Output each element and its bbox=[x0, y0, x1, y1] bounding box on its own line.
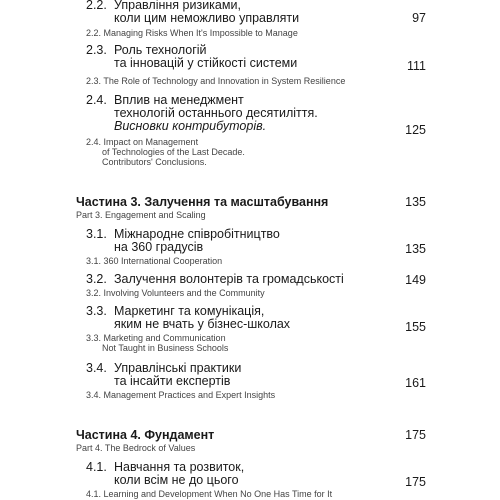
toc-entry-3-4-title bbox=[86, 362, 241, 388]
section-code: 3.1. bbox=[86, 227, 107, 241]
section-code: 2.2. bbox=[86, 0, 107, 12]
title-line: та інсайти експертів bbox=[114, 374, 231, 388]
toc-entry-3-2-english: 3.2. Involving Volunteers and the Community bbox=[86, 288, 265, 298]
title-line: Управлінські практики bbox=[114, 361, 242, 375]
toc-entry-2-4-title bbox=[86, 94, 318, 133]
title-line: Навчання та розвиток, bbox=[114, 460, 245, 474]
toc-entry-2-3-english: 2.3. The Role of Technology and Innovation in System Resilience bbox=[86, 76, 346, 86]
page-number: 111 bbox=[406, 59, 426, 73]
page-number: 175 bbox=[405, 428, 426, 442]
section-code: 3.2. bbox=[86, 272, 107, 286]
page-number: 175 bbox=[405, 475, 426, 489]
page-number: 97 bbox=[412, 11, 426, 25]
title-line: яким не вчать у бізнес-школах bbox=[114, 317, 291, 331]
title-line: Міжнародне співробітництво bbox=[114, 227, 280, 241]
title-line: Вплив на менеджмент bbox=[114, 93, 244, 107]
english-line: Not Taught in Business Schools bbox=[102, 343, 229, 353]
toc-entry-4-1-english: 4.1. Learning and Development When No One Has Time for It bbox=[86, 489, 333, 499]
part-3-title: Частина 3. Залучення та масштабування bbox=[76, 195, 329, 209]
title-line: Висновки контрибуторів. bbox=[114, 119, 267, 133]
toc-entry-2-2-title bbox=[86, 0, 299, 25]
page-number: 125 bbox=[405, 123, 426, 137]
toc-entry-2-3-title bbox=[86, 44, 297, 70]
toc-entry-2-4-english bbox=[86, 137, 245, 167]
title-line: Маркетинг та комунікація, bbox=[114, 304, 265, 318]
section-code: 2.4. bbox=[86, 93, 107, 107]
title-line: коли цим неможливо управляти bbox=[114, 11, 300, 25]
part-3-english: Part 3. Engagement and Scaling bbox=[76, 210, 206, 220]
toc-entry-3-2-title bbox=[86, 273, 344, 286]
title-line: Залучення волонтерів та громадськості bbox=[114, 272, 344, 286]
english-line: Contributors' Conclusions. bbox=[102, 157, 207, 167]
toc-entry-3-4-english: 3.4. Management Practices and Expert Insights bbox=[86, 390, 276, 400]
title-line: та інновацій у стійкості системи bbox=[114, 56, 298, 70]
part-4-title: Частина 4. Фундамент bbox=[76, 428, 215, 442]
page-number: 135 bbox=[405, 195, 426, 209]
section-code: 4.1. bbox=[86, 460, 107, 474]
page-number: 149 bbox=[405, 273, 426, 287]
title-line: технологій останнього десятиліття. bbox=[114, 106, 318, 120]
toc-entry-2-2-english: 2.2. Managing Risks When It's Impossible to Manage bbox=[86, 28, 298, 38]
section-code: 2.3. bbox=[86, 43, 107, 57]
toc-entry-4-1-title bbox=[86, 461, 244, 487]
page-number: 135 bbox=[405, 242, 426, 256]
title-line: Роль технологій bbox=[114, 43, 207, 57]
english-line: 3.3. Marketing and Communication bbox=[86, 333, 226, 343]
section-code: 3.3. bbox=[86, 304, 107, 318]
toc-entry-3-1-english: 3.1. 360 International Cooperation bbox=[86, 256, 223, 266]
english-line: of Technologies of the Last Decade. bbox=[102, 147, 245, 157]
english-line: 2.4. Impact on Management bbox=[86, 137, 199, 147]
part-4-english: Part 4. The Bedrock of Values bbox=[76, 443, 196, 453]
toc-entry-3-3-title bbox=[86, 305, 290, 331]
title-line: на 360 градусів bbox=[114, 240, 204, 254]
toc-entry-3-3-english bbox=[86, 333, 228, 353]
title-line: коли всім не до цього bbox=[114, 473, 239, 487]
title-line: Управління ризиками, bbox=[114, 0, 241, 12]
page-number: 155 bbox=[405, 320, 426, 334]
section-code: 3.4. bbox=[86, 361, 107, 375]
page-number: 161 bbox=[405, 376, 426, 390]
toc-entry-3-1-title bbox=[86, 228, 280, 254]
